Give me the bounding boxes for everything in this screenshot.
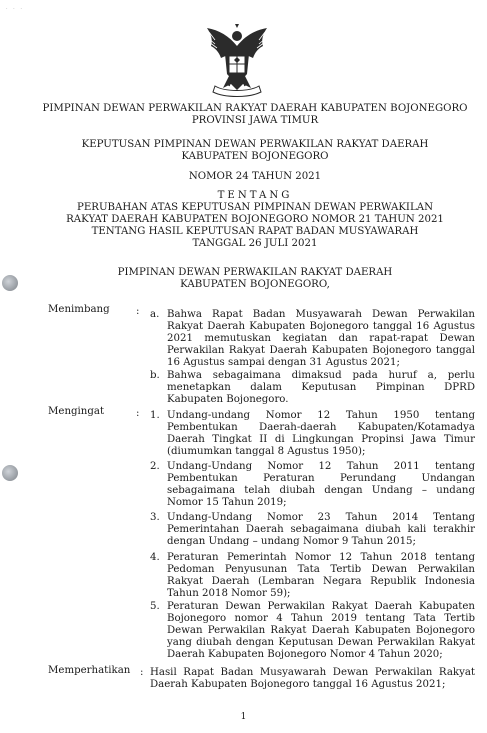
- decision-title-line-2: KABUPATEN BOJONEGORO: [181, 151, 329, 162]
- item-line: Peraturan Dewan Perwakilan Rakyat Daerah Kabupaten: [167, 601, 475, 612]
- about-heading: TENTANG: [217, 190, 293, 201]
- item-line: Tahun 2018 Nomor 59);: [167, 588, 291, 599]
- item-marker: a.: [150, 309, 160, 320]
- issuer-line-1: PIMPINAN DEWAN PERWAKILAN RAKYAT DAERAH: [117, 267, 393, 278]
- item-line: menetapkan dalam Keputusan Pimpinan DPRD: [167, 382, 475, 393]
- item-line: Pedoman Penyusunan Tata Tertib Dewan Perwakilan: [167, 564, 475, 575]
- item-marker: 3.: [150, 512, 160, 523]
- item-line: Pembentukan Daerah-daerah Kabupaten/Kotamadya: [167, 422, 475, 433]
- subject-line-1: PERUBAHAN ATAS KEPUTUSAN PIMPINAN DEWAN PERWAKILAN: [77, 202, 433, 213]
- item-line: (diumumkan tanggal 8 Agustus 1950);: [167, 446, 366, 457]
- mengingat-label: Mengingat: [48, 406, 105, 417]
- item-line: Undang-undang Nomor 12 Tahun 1950 tentang: [167, 410, 475, 421]
- garuda-emblem-icon: [201, 24, 273, 98]
- item-marker: 4.: [150, 552, 160, 563]
- mengingat-colon: :: [136, 408, 140, 419]
- item-line: Nomor 15 Tahun 2019;: [167, 497, 287, 508]
- item-line: sebagaimana telah diubah dengan Undang – undang: [167, 485, 475, 496]
- item-line: Rakyat Daerah Kabupaten Bojonegoro tanggal 16 Agustus: [167, 321, 475, 332]
- item-line: yang diubah dengan Keputusan Dewan Perwakilan Rakyat: [167, 637, 475, 648]
- item-line: Hasil Rapat Badan Musyawarah Dewan Perwakilan Rakyat: [150, 667, 475, 678]
- subject-line-2: RAKYAT DAERAH KABUPATEN BOJONEGORO NOMOR 21 TAHUN 2021: [66, 214, 444, 225]
- item-line: Bahwa Rapat Badan Musyawarah Dewan Perwakilan: [167, 309, 475, 320]
- item-line: 2021 memutuskan kegiatan dan rapat-rapat Dewan: [167, 333, 475, 344]
- subject-line-4: TANGGAL 26 JULI 2021: [192, 238, 318, 249]
- item-line: Bahwa sebagaimana dimaksud pada huruf a, perlu: [167, 370, 475, 381]
- item-line: 16 Agustus sampai dengan 31 Agustus 2021;: [167, 357, 400, 368]
- item-marker: b.: [150, 370, 160, 381]
- memperhatikan-label: Memperhatikan: [48, 665, 131, 676]
- item-line: Daerah Kabupaten Bojonegoro tanggal 16 Agustus 2021;: [150, 679, 446, 690]
- item-line: Daerah Kabupaten Bojonegoro Nomor 4 Tahun 2020;: [167, 649, 443, 660]
- item-marker: 1.: [150, 410, 160, 421]
- decision-number: NOMOR 24 TAHUN 2021: [188, 171, 322, 182]
- item-line: Daerah Tingkat II di Lingkungan Propinsi Jawa Timur: [167, 434, 475, 445]
- item-line: Undang-Undang Nomor 23 Tahun 2014 Tentang: [167, 512, 475, 523]
- institution-line-2: PROVINSI JAWA TIMUR: [191, 115, 319, 126]
- subject-line-3: TENTANG HASIL KEPUTUSAN RAPAT BADAN MUSYAWARAH: [91, 226, 419, 237]
- item-line: Pembentukan Peraturan Perundang Undangan: [167, 473, 475, 484]
- item-line: Perwakilan Rakyat Daerah Kabupaten Bojonegoro tanggal: [167, 345, 475, 356]
- page-number: 1: [240, 712, 247, 722]
- institution-line-1: PIMPINAN DEWAN PERWAKILAN RAKYAT DAERAH KABUPATEN BOJONEGORO: [42, 103, 468, 114]
- menimbang-label: Menimbang: [48, 304, 110, 315]
- issuer-line-2: KABUPATEN BOJONEGORO,: [180, 279, 330, 290]
- binder-hole-top: [2, 275, 18, 291]
- item-line: Pemerintahan Daerah sebagaimana diubah kali terakhir: [167, 524, 475, 535]
- item-line: Kabupaten Bojonegoro.: [167, 394, 289, 405]
- item-line: Rakyat Daerah (Lembaran Negara Republik Indonesia: [167, 576, 475, 587]
- item-line: dengan Undang – undang Nomor 9 Tahun 2015;: [167, 536, 416, 547]
- item-line: Undang-Undang Nomor 12 Tahun 2011 tentang: [167, 461, 475, 472]
- item-line: Bojonegoro nomor 4 Tahun 2019 tentang Tata Tertib: [167, 613, 475, 624]
- scan-speck: · · ·: [6, 6, 24, 12]
- binder-hole-bottom: [2, 465, 18, 481]
- item-marker: 5.: [150, 601, 160, 612]
- item-line: Peraturan Pemerintah Nomor 12 Tahun 2018 tentang: [167, 552, 475, 563]
- item-marker: 2.: [150, 461, 160, 472]
- decision-title-line-1: KEPUTUSAN PIMPINAN DEWAN PERWAKILAN RAKYAT DAERAH: [81, 139, 429, 150]
- memperhatikan-colon: :: [140, 667, 144, 678]
- item-line: Dewan Perwakilan Rakyat Daerah Kabupaten Bojonegoro: [167, 625, 475, 636]
- menimbang-colon: :: [136, 306, 140, 317]
